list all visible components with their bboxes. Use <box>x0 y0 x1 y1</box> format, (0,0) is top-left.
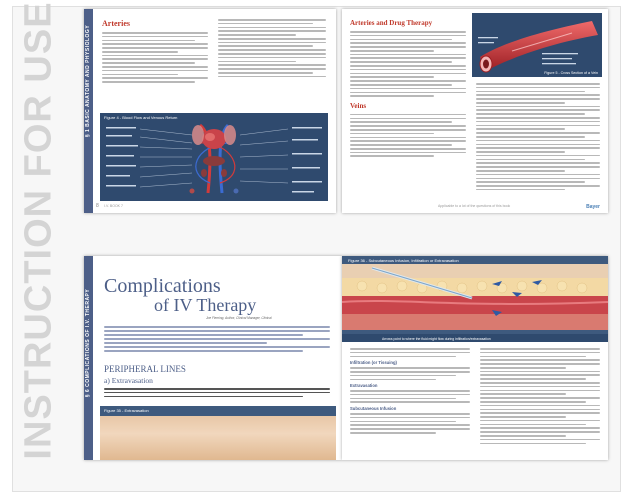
figure-blood-flow-caption: Figure 4 - Blood Flow and Venous Return <box>104 115 178 120</box>
figure-extravasation <box>100 406 336 460</box>
chapter-author: Joe Fleming, Author, Clinical Manager, Clinical <box>206 316 272 320</box>
page2-right-column <box>476 83 600 190</box>
page-complications <box>84 256 342 460</box>
page1-left-column <box>102 19 208 83</box>
figure-vein-caption: Figure 5 - Cross Section of a Vein <box>544 71 598 75</box>
page2-heading-arteries-drug: Arteries and Drug Therapy <box>350 19 433 27</box>
page2-footer: Applicable to a lot of the questions of this book <box>438 204 511 208</box>
vein-illustration <box>472 13 602 77</box>
tissue-cross-section <box>342 264 608 340</box>
page4-left-column <box>350 348 470 434</box>
figure-subcutaneous-caption: Figure 36 - Subcutaneous Infusion, Infiltration or Extravasation <box>348 258 459 263</box>
figure-blood-flow <box>100 113 328 201</box>
page3-extravasation-text <box>104 388 330 397</box>
chapter-title-line2: of IV Therapy <box>154 295 257 315</box>
page1-spine-label: § 1 BASIC ANATOMY AND PHYSIOLOGY <box>85 24 92 138</box>
page3-spine-label: § 6 COMPLICATIONS OF I.V. THERAPY <box>85 288 92 398</box>
figure-subcutaneous <box>342 256 608 342</box>
subsection-extravasation: a) Extravasation <box>104 376 153 385</box>
page3-intro <box>104 326 330 352</box>
page-subcutaneous-infusion <box>342 256 608 460</box>
page-arteries-drug-therapy <box>342 9 608 213</box>
page4-right-column <box>480 348 600 444</box>
heading-subcutaneous-infusion: Subcutaneous Infusion <box>350 406 397 412</box>
page1-footer: I.V. BOOK 7 <box>104 204 123 208</box>
brand-logo: Bayer <box>586 204 600 210</box>
figure-extravasation-caption: Figure 35 - Extravasation <box>104 408 149 413</box>
page1-heading: Arteries <box>102 19 130 28</box>
side-title <box>14 0 64 460</box>
figure-vein-cross-section <box>472 13 602 77</box>
page2-left-column <box>350 19 466 157</box>
page-arteries <box>84 9 336 213</box>
section-peripheral-lines: PERIPHERAL LINES <box>104 364 186 374</box>
page1-text-block <box>102 32 208 83</box>
heading-extravasation: Extravasation <box>350 383 378 389</box>
chapter-title-line1: Complications <box>104 275 221 297</box>
page2-heading-veins: Veins <box>350 101 367 110</box>
page1-number: 8 <box>96 203 99 209</box>
figure-arrow-caption: Arrows point to where the fluid might flow during infiltration/extravasation <box>382 336 491 341</box>
circulation-diagram <box>100 113 328 201</box>
page1-right-column <box>218 19 326 77</box>
heading-infiltration: Infiltration (or Tissuing) <box>350 360 397 366</box>
side-title-text: INSTRUCTION FOR USE <box>17 0 60 460</box>
